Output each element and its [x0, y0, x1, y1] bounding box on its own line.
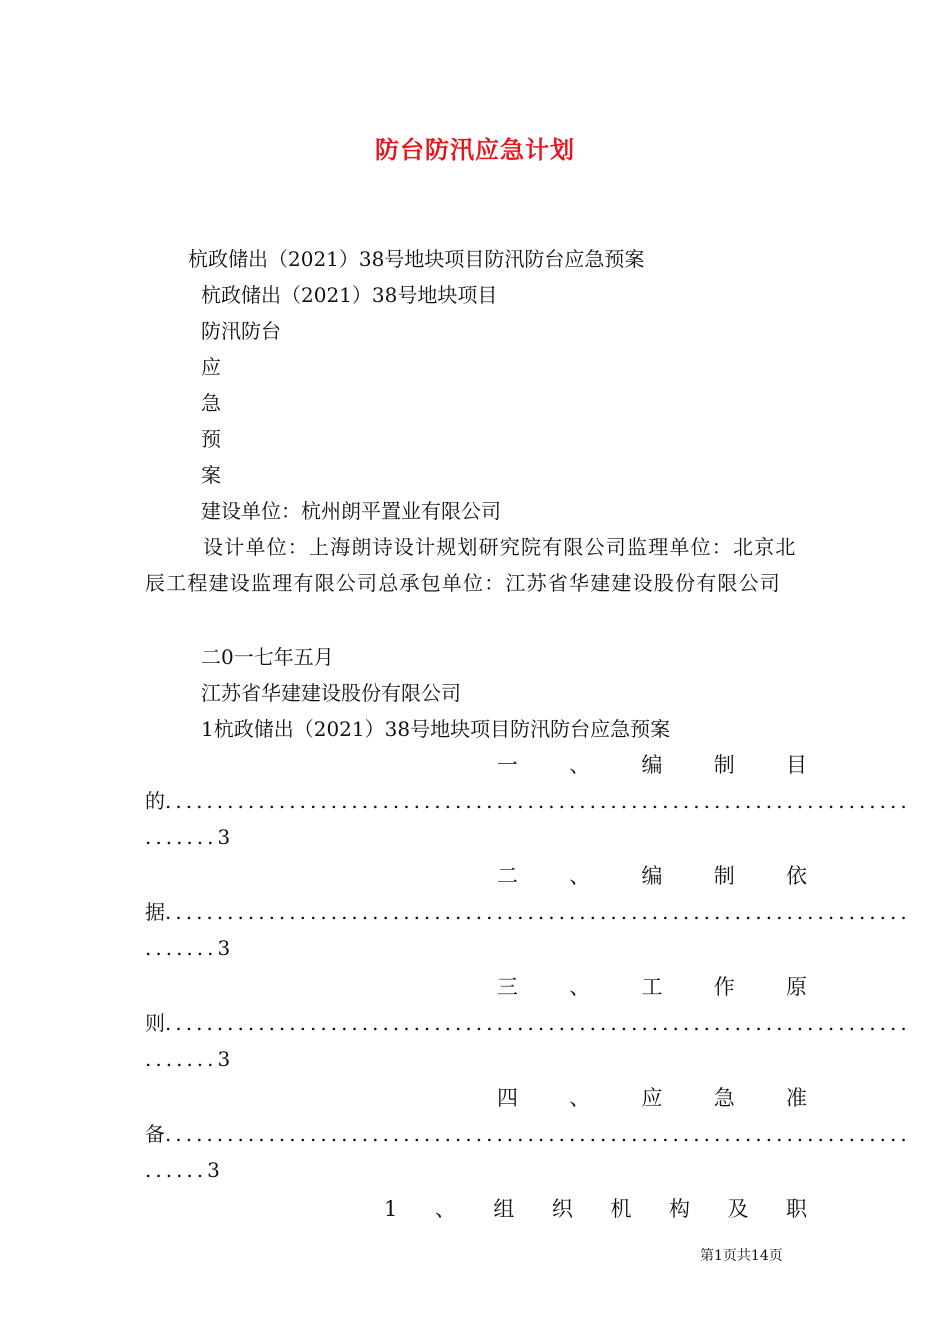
toc-char: 二 — [497, 864, 518, 888]
toc-char: 编 — [641, 753, 663, 777]
toc-dot-leader: 据........................................................................ — [145, 900, 911, 924]
toc-entry-heading — [497, 969, 807, 1005]
toc-char: 三 — [497, 975, 518, 999]
toc-char: 及 — [727, 1197, 749, 1221]
page-footer: 第1页共14页 — [700, 1248, 783, 1264]
toc-entry-heading — [497, 858, 807, 894]
toc-char: 工 — [641, 975, 663, 999]
project-line: 杭政储出（2021）38号地块项目 — [201, 283, 498, 307]
toc-char: 机 — [610, 1197, 632, 1221]
units-paragraph: 设计单位：上海朗诗设计规划研究院有限公司监理单位：北京北辰工程建设监理有限公司总承包单位：江苏省华建建设股份有限公司 — [145, 535, 797, 595]
toc-dot-leader: 的........................................................................ — [145, 789, 911, 813]
toc-page-number: 3 — [217, 825, 231, 849]
toc-page-number: 3 — [217, 936, 231, 960]
toc-char: 1 — [384, 1197, 398, 1221]
toc-char: 制 — [713, 864, 735, 888]
document-title: 防台防汛应急计划 — [375, 135, 575, 164]
company-line: 江苏省华建建设股份有限公司 — [201, 681, 461, 705]
toc-page-number: 3 — [217, 1047, 231, 1071]
vertical-title-char: 案 — [201, 463, 221, 487]
toc-dot-leader: 备........................................................................ — [145, 1122, 911, 1146]
toc-char: 组 — [493, 1197, 515, 1221]
toc-char: 四 — [497, 1086, 518, 1110]
toc-char: 、 — [434, 1197, 456, 1221]
toc-page-number: 3 — [207, 1158, 220, 1182]
toc-page-line: .......3 — [145, 936, 231, 960]
toc-char: 急 — [713, 1086, 735, 1110]
vertical-title-char: 预 — [201, 427, 221, 451]
toc-char: 目 — [786, 753, 807, 777]
toc-char: 织 — [551, 1197, 573, 1221]
vertical-title-char: 急 — [201, 391, 221, 415]
toc-char: 、 — [569, 1086, 591, 1110]
toc-char: 、 — [569, 864, 591, 888]
toc-char: 作 — [713, 975, 735, 999]
toc-char: 应 — [641, 1086, 663, 1110]
toc-page-line: .......3 — [145, 825, 231, 849]
toc-char: 、 — [569, 975, 591, 999]
toc-char: 原 — [786, 975, 807, 999]
vertical-title-char: 应 — [201, 355, 221, 379]
heading-line: 杭政储出（2021）38号地块项目防汛防台应急预案 — [188, 247, 645, 271]
toc-char: 构 — [668, 1197, 690, 1221]
document-date: 二0一七年五月 — [201, 645, 334, 669]
toc-header: 1杭政储出（2021）38号地块项目防汛防台应急预案 — [201, 717, 671, 741]
toc-char: 依 — [786, 864, 807, 888]
construction-unit: 建设单位：杭州朗平置业有限公司 — [201, 499, 501, 523]
toc-entry-heading — [497, 1080, 807, 1116]
toc-char: 编 — [641, 864, 663, 888]
vertical-title-line: 防汛防台 — [201, 319, 281, 343]
toc-dot-leader: 则........................................................................ — [145, 1011, 911, 1035]
toc-char: 、 — [569, 753, 591, 777]
toc-subentry-heading — [384, 1191, 807, 1227]
toc-page-line: ......3 — [145, 1158, 220, 1182]
toc-entry-heading — [497, 747, 807, 783]
toc-char: 制 — [713, 753, 735, 777]
toc-char: 一 — [497, 753, 518, 777]
toc-page-line: .......3 — [145, 1047, 231, 1071]
toc-char: 职 — [785, 1197, 807, 1221]
toc-char: 准 — [786, 1086, 807, 1110]
